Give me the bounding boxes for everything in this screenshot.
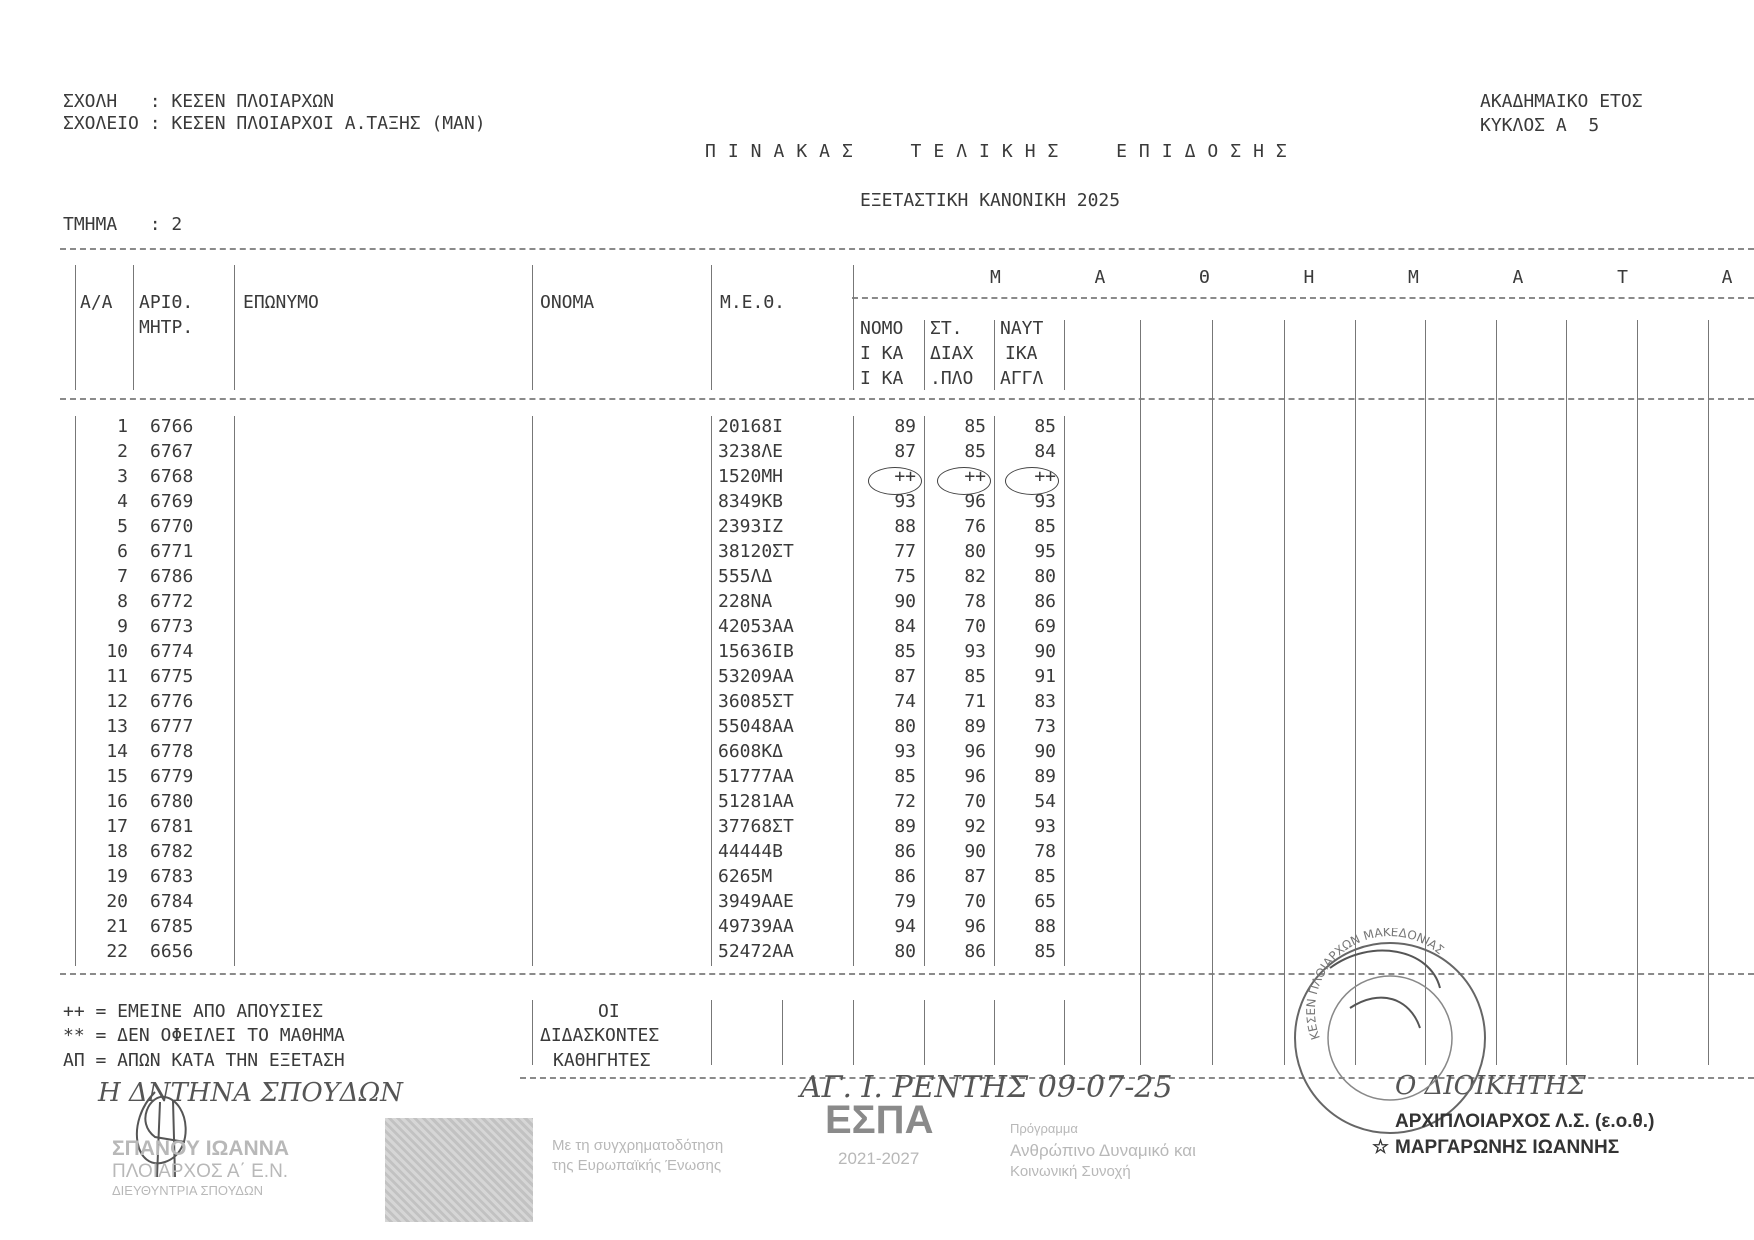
signatory-name: ΜΑΡΓΑΡΩΝΗΣ ΙΩΑΝΝΗΣ [1395, 1137, 1620, 1158]
teachers-line1: ΟΙ [598, 1001, 620, 1022]
cell-s2: 89 [964, 716, 986, 737]
cell-mitr: 6772 [150, 591, 194, 612]
cell-aa: 11 [106, 666, 128, 687]
academic-year: ΑΚΑΔΗΜΑΙΚΟ ΕΤΟΣ [1480, 91, 1643, 112]
cell-s3: 73 [1034, 716, 1056, 737]
teachers-line3: ΚΑΘΗΓΗΤΕΣ [553, 1050, 651, 1071]
col-divider [532, 416, 533, 966]
cell-meth: 44444Β [718, 841, 784, 862]
col-divider [1140, 320, 1141, 1065]
cell-s3: 93 [1034, 491, 1056, 512]
cell-aa: 1 [117, 416, 128, 437]
cell-s3: 65 [1034, 891, 1056, 912]
subject-2-line3: .ΠΛΟ [930, 368, 974, 389]
subject-2-line1: ΣΤ. [930, 318, 963, 339]
cell-meth: 42053ΑΑ [718, 616, 794, 637]
col-header-eponymo: ΕΠΩΝΥΜΟ [243, 292, 319, 313]
col-divider [994, 1000, 995, 1065]
cell-meth: 37768ΣΤ [718, 816, 794, 837]
cell-aa: 17 [106, 816, 128, 837]
cell-s2: 70 [964, 616, 986, 637]
col-divider [1496, 320, 1497, 1065]
cell-aa: 8 [117, 591, 128, 612]
cell-aa: 21 [106, 916, 128, 937]
col-divider [711, 1000, 712, 1065]
exam-label: ΕΞΕΤΑΣΤΙΚΗ ΚΑΝΟΝΙΚΗ 2025 [860, 190, 1121, 211]
cell-s1: 77 [894, 541, 916, 562]
cell-mitr: 6768 [150, 466, 194, 487]
cell-aa: 5 [117, 516, 128, 537]
funding-text-1: Με τη συγχρηματοδότηση [552, 1137, 724, 1154]
section-label: ΤΜΗΜΑ : 2 [63, 214, 183, 235]
cell-s1: 84 [894, 616, 916, 637]
cell-mitr: 6782 [150, 841, 194, 862]
col-divider [711, 265, 712, 390]
col-divider [1064, 1000, 1065, 1065]
col-header-aa: Α/Α [80, 292, 113, 313]
cell-aa: 3 [117, 466, 128, 487]
col-divider [853, 1000, 854, 1065]
cell-s3: 90 [1034, 741, 1056, 762]
body-bottom-rule [60, 973, 1754, 975]
cell-s3: 89 [1034, 766, 1056, 787]
funding-text-2: της Ευρωπαϊκής Ένωσης [552, 1157, 722, 1174]
programme-name-2: Κοινωνική Συνοχή [1010, 1163, 1131, 1180]
col-divider [1064, 416, 1065, 966]
cell-s3: 78 [1034, 841, 1056, 862]
cell-s2: 96 [964, 491, 986, 512]
cell-s1: 80 [894, 941, 916, 962]
cell-s3: 85 [1034, 416, 1056, 437]
cell-s2: 96 [964, 741, 986, 762]
cell-s2: 86 [964, 941, 986, 962]
cell-s1: 90 [894, 591, 916, 612]
legend-absence: ++ = ΕΜΕΙΝΕ ΑΠΟ ΑΠΟΥΣΙΕΣ [63, 1001, 324, 1022]
cell-s2: 90 [964, 841, 986, 862]
page-title: ΠΙΝΑΚΑΣ ΤΕΛΙΚΗΣ ΕΠΙΔΟΣΗΣ [705, 141, 1299, 162]
cell-s1: 79 [894, 891, 916, 912]
col-divider [994, 320, 995, 390]
cell-aa: 9 [117, 616, 128, 637]
cell-mitr: 6786 [150, 566, 194, 587]
cell-aa: 15 [106, 766, 128, 787]
cell-meth: 38120ΣΤ [718, 541, 794, 562]
cell-s1: 72 [894, 791, 916, 812]
subject-1-line1: ΝΟΜΟ [860, 318, 904, 339]
cell-s1: 85 [894, 766, 916, 787]
cell-aa: 13 [106, 716, 128, 737]
absence-circle [1005, 467, 1059, 495]
cell-mitr: 6766 [150, 416, 194, 437]
programme-name-1: Ανθρώπινο Δυναμικό και [1010, 1141, 1196, 1160]
cell-s3: 85 [1034, 516, 1056, 537]
cell-mitr: 6777 [150, 716, 194, 737]
subject-3-line1: ΝΑΥΤ [1000, 318, 1044, 339]
col-divider [75, 265, 76, 390]
cell-meth: 55048ΑΑ [718, 716, 794, 737]
col-divider [133, 265, 134, 390]
cell-s1: 89 [894, 416, 916, 437]
cell-s3: 88 [1034, 916, 1056, 937]
cell-mitr: 6774 [150, 641, 194, 662]
legend-absent-exam: ΑΠ = ΑΠΩΝ ΚΑΤΑ ΤΗΝ ΕΞΕΤΑΣΗ [63, 1050, 345, 1071]
cell-s1: ++ [894, 466, 916, 487]
cell-s2: 70 [964, 891, 986, 912]
handwritten-studies-director: Η ΔΝΤΗΝΑ ΣΠΟΥΔΩΝ [98, 1078, 403, 1108]
absence-circle [937, 467, 991, 495]
cell-meth: 1520ΜΗ [718, 466, 784, 487]
cell-s2: 92 [964, 816, 986, 837]
col-divider [994, 416, 995, 966]
col-divider [924, 320, 925, 390]
cell-s3: 90 [1034, 641, 1056, 662]
cell-s2: 96 [964, 766, 986, 787]
cell-aa: 14 [106, 741, 128, 762]
stamp-ring-text: ΚΕΣΕΝ ΠΛΟΙΑΡΧΩΝ ΜΑΚΕΔΟΝΙΑΣ [1303, 928, 1447, 1042]
stamp-title: ΔΙΕΥΘΥΝΤΡΙΑ ΣΠΟΥΔΩΝ [112, 1183, 264, 1198]
col-divider [711, 416, 712, 966]
cell-aa: 18 [106, 841, 128, 862]
cell-s1: 93 [894, 491, 916, 512]
subject-3-line3: ΑΓΓΛ [1000, 368, 1044, 389]
school-label: ΣΧΟΛΗ : ΚΕΣΕΝ ΠΛΟΙΑΡΧΩΝ [63, 91, 334, 112]
cell-s1: 87 [894, 441, 916, 462]
cell-s3: 80 [1034, 566, 1056, 587]
col-header-meth: Μ.Ε.Θ. [720, 292, 786, 313]
cell-meth: 52472ΑΑ [718, 941, 794, 962]
col-divider [1566, 320, 1567, 1065]
cell-s3: 84 [1034, 441, 1056, 462]
cell-s1: 86 [894, 841, 916, 862]
col-header-mitr: ΜΗΤΡ. [139, 317, 194, 338]
cell-aa: 7 [117, 566, 128, 587]
cell-s1: 88 [894, 516, 916, 537]
cell-aa: 6 [117, 541, 128, 562]
teachers-line2: ΔΙΔΑΣΚΟΝΤΕΣ [540, 1025, 660, 1046]
col-header-onoma: ΟΝΟΜΑ [540, 292, 595, 313]
cell-s1: 89 [894, 816, 916, 837]
cell-aa: 12 [106, 691, 128, 712]
cell-meth: 8349ΚΒ [718, 491, 784, 512]
cell-s2: 85 [964, 666, 986, 687]
cell-s1: 80 [894, 716, 916, 737]
cell-meth: 228ΝΑ [718, 591, 773, 612]
stamp-rank: ΠΛΟΙΑΡΧΟΣ Α΄ Ε.Ν. [112, 1161, 289, 1182]
col-divider [75, 416, 76, 966]
cell-aa: 4 [117, 491, 128, 512]
cell-mitr: 6776 [150, 691, 194, 712]
table-top-rule [60, 248, 1754, 250]
cell-s1: 87 [894, 666, 916, 687]
cell-s3: 86 [1034, 591, 1056, 612]
subject-3-line2: ΙΚΑ [1005, 343, 1038, 364]
cell-s2: 93 [964, 641, 986, 662]
cell-meth: 15636ΙΒ [718, 641, 794, 662]
espa-years: 2021-2027 [838, 1149, 920, 1168]
stamp-name: ΣΠΑΝΟΥ ΙΩΑΝΝΑ [112, 1137, 290, 1160]
cell-meth: 53209ΑΑ [718, 666, 794, 687]
col-divider [532, 1000, 533, 1065]
cell-mitr: 6783 [150, 866, 194, 887]
cell-s3: 83 [1034, 691, 1056, 712]
cell-mitr: 6784 [150, 891, 194, 912]
col-divider [234, 416, 235, 966]
cell-aa: 22 [106, 941, 128, 962]
col-divider [532, 265, 533, 390]
col-divider [1284, 320, 1285, 1065]
cell-s2: 96 [964, 916, 986, 937]
cell-meth: 36085ΣΤ [718, 691, 794, 712]
cell-mitr: 6769 [150, 491, 194, 512]
cell-s3: 91 [1034, 666, 1056, 687]
cell-s1: 74 [894, 691, 916, 712]
cell-aa: 10 [106, 641, 128, 662]
cell-s2: 71 [964, 691, 986, 712]
cell-s2: 70 [964, 791, 986, 812]
cell-meth: 51777ΑΑ [718, 766, 794, 787]
cell-mitr: 6656 [150, 941, 194, 962]
cell-meth: 6265Μ [718, 866, 773, 887]
cycle-label: ΚΥΚΛΟΣ Α 5 [1480, 115, 1600, 136]
col-divider [1064, 320, 1065, 390]
cell-s2: 87 [964, 866, 986, 887]
subjects-rule [852, 297, 1754, 299]
col-divider [853, 416, 854, 966]
cell-s2: 85 [964, 441, 986, 462]
programme-label: Πρόγραμμα [1010, 1121, 1078, 1136]
col-divider [1708, 320, 1709, 1065]
col-divider [1637, 320, 1638, 1065]
cell-meth: 2393ΙΖ [718, 516, 784, 537]
cell-meth: 51281ΑΑ [718, 791, 794, 812]
cell-s1: 86 [894, 866, 916, 887]
cell-s1: 75 [894, 566, 916, 587]
cell-s3: ++ [1034, 466, 1056, 487]
col-divider [924, 416, 925, 966]
subject-2-line2: ΔΙΑΧ [930, 343, 974, 364]
cell-mitr: 6781 [150, 816, 194, 837]
col-header-arith: ΑΡΙΘ. [139, 292, 194, 313]
col-header-mathimata: Μ Α Θ Η Μ Α Τ Α [990, 267, 1745, 288]
eu-flag-logo [385, 1118, 533, 1222]
cell-meth: 20168Ι [718, 416, 784, 437]
cell-s2: ++ [964, 466, 986, 487]
cell-mitr: 6775 [150, 666, 194, 687]
col-divider [924, 1000, 925, 1065]
handwritten-commander: Ο ΔΙΟΙΚΗΤΗΣ [1395, 1071, 1586, 1101]
cell-mitr: 6773 [150, 616, 194, 637]
cell-s2: 78 [964, 591, 986, 612]
espa-logo: ΕΣΠΑ [825, 1098, 934, 1142]
cell-aa: 20 [106, 891, 128, 912]
cell-mitr: 6767 [150, 441, 194, 462]
cell-meth: 49739ΑΑ [718, 916, 794, 937]
absence-circle [868, 467, 922, 495]
cell-s3: 85 [1034, 941, 1056, 962]
subject-1-line2: Ι ΚΑ [860, 343, 904, 364]
cell-meth: 3949ΑΑΕ [718, 891, 794, 912]
legend-not-owed: ** = ΔΕΝ ΟΦΕΙΛΕΙ ΤΟ ΜΑΘΗΜΑ [63, 1025, 345, 1046]
cell-meth: 6608ΚΔ [718, 741, 784, 762]
cell-mitr: 6785 [150, 916, 194, 937]
col-divider [234, 265, 235, 390]
star-icon: ☆ [1372, 1137, 1390, 1158]
cell-s2: 82 [964, 566, 986, 587]
col-divider [782, 1000, 783, 1065]
cell-s1: 93 [894, 741, 916, 762]
cell-s2: 85 [964, 416, 986, 437]
subschool-label: ΣΧΟΛΕΙΟ : ΚΕΣΕΝ ΠΛΟΙΑΡΧΟΙ Α.ΤΑΞΗΣ (ΜΑΝ) [63, 113, 486, 134]
cell-s3: 85 [1034, 866, 1056, 887]
cell-meth: 3238ΛΕ [718, 441, 784, 462]
subject-1-line3: Ι ΚΑ [860, 368, 904, 389]
cell-mitr: 6770 [150, 516, 194, 537]
cell-s3: 54 [1034, 791, 1056, 812]
header-bottom-rule [60, 398, 1754, 400]
cell-s1: 94 [894, 916, 916, 937]
cell-mitr: 6771 [150, 541, 194, 562]
cell-s2: 80 [964, 541, 986, 562]
cell-s3: 69 [1034, 616, 1056, 637]
cell-s3: 95 [1034, 541, 1056, 562]
cell-s3: 93 [1034, 816, 1056, 837]
signatory-rank: ΑΡΧΙΠΛΟΙΑΡΧΟΣ Λ.Σ. (ε.ο.θ.) [1395, 1111, 1655, 1132]
col-divider [853, 265, 854, 390]
handwritten-date-signature: ΑΓ. Ι. ΡΕΝΤΗΣ 09-07-25 [800, 1070, 1173, 1105]
cell-meth: 555ΛΔ [718, 566, 773, 587]
col-divider [1212, 320, 1213, 1065]
cell-aa: 2 [117, 441, 128, 462]
cell-mitr: 6780 [150, 791, 194, 812]
cell-s2: 76 [964, 516, 986, 537]
cell-s1: 85 [894, 641, 916, 662]
cell-mitr: 6779 [150, 766, 194, 787]
cell-aa: 19 [106, 866, 128, 887]
cell-aa: 16 [106, 791, 128, 812]
cell-mitr: 6778 [150, 741, 194, 762]
